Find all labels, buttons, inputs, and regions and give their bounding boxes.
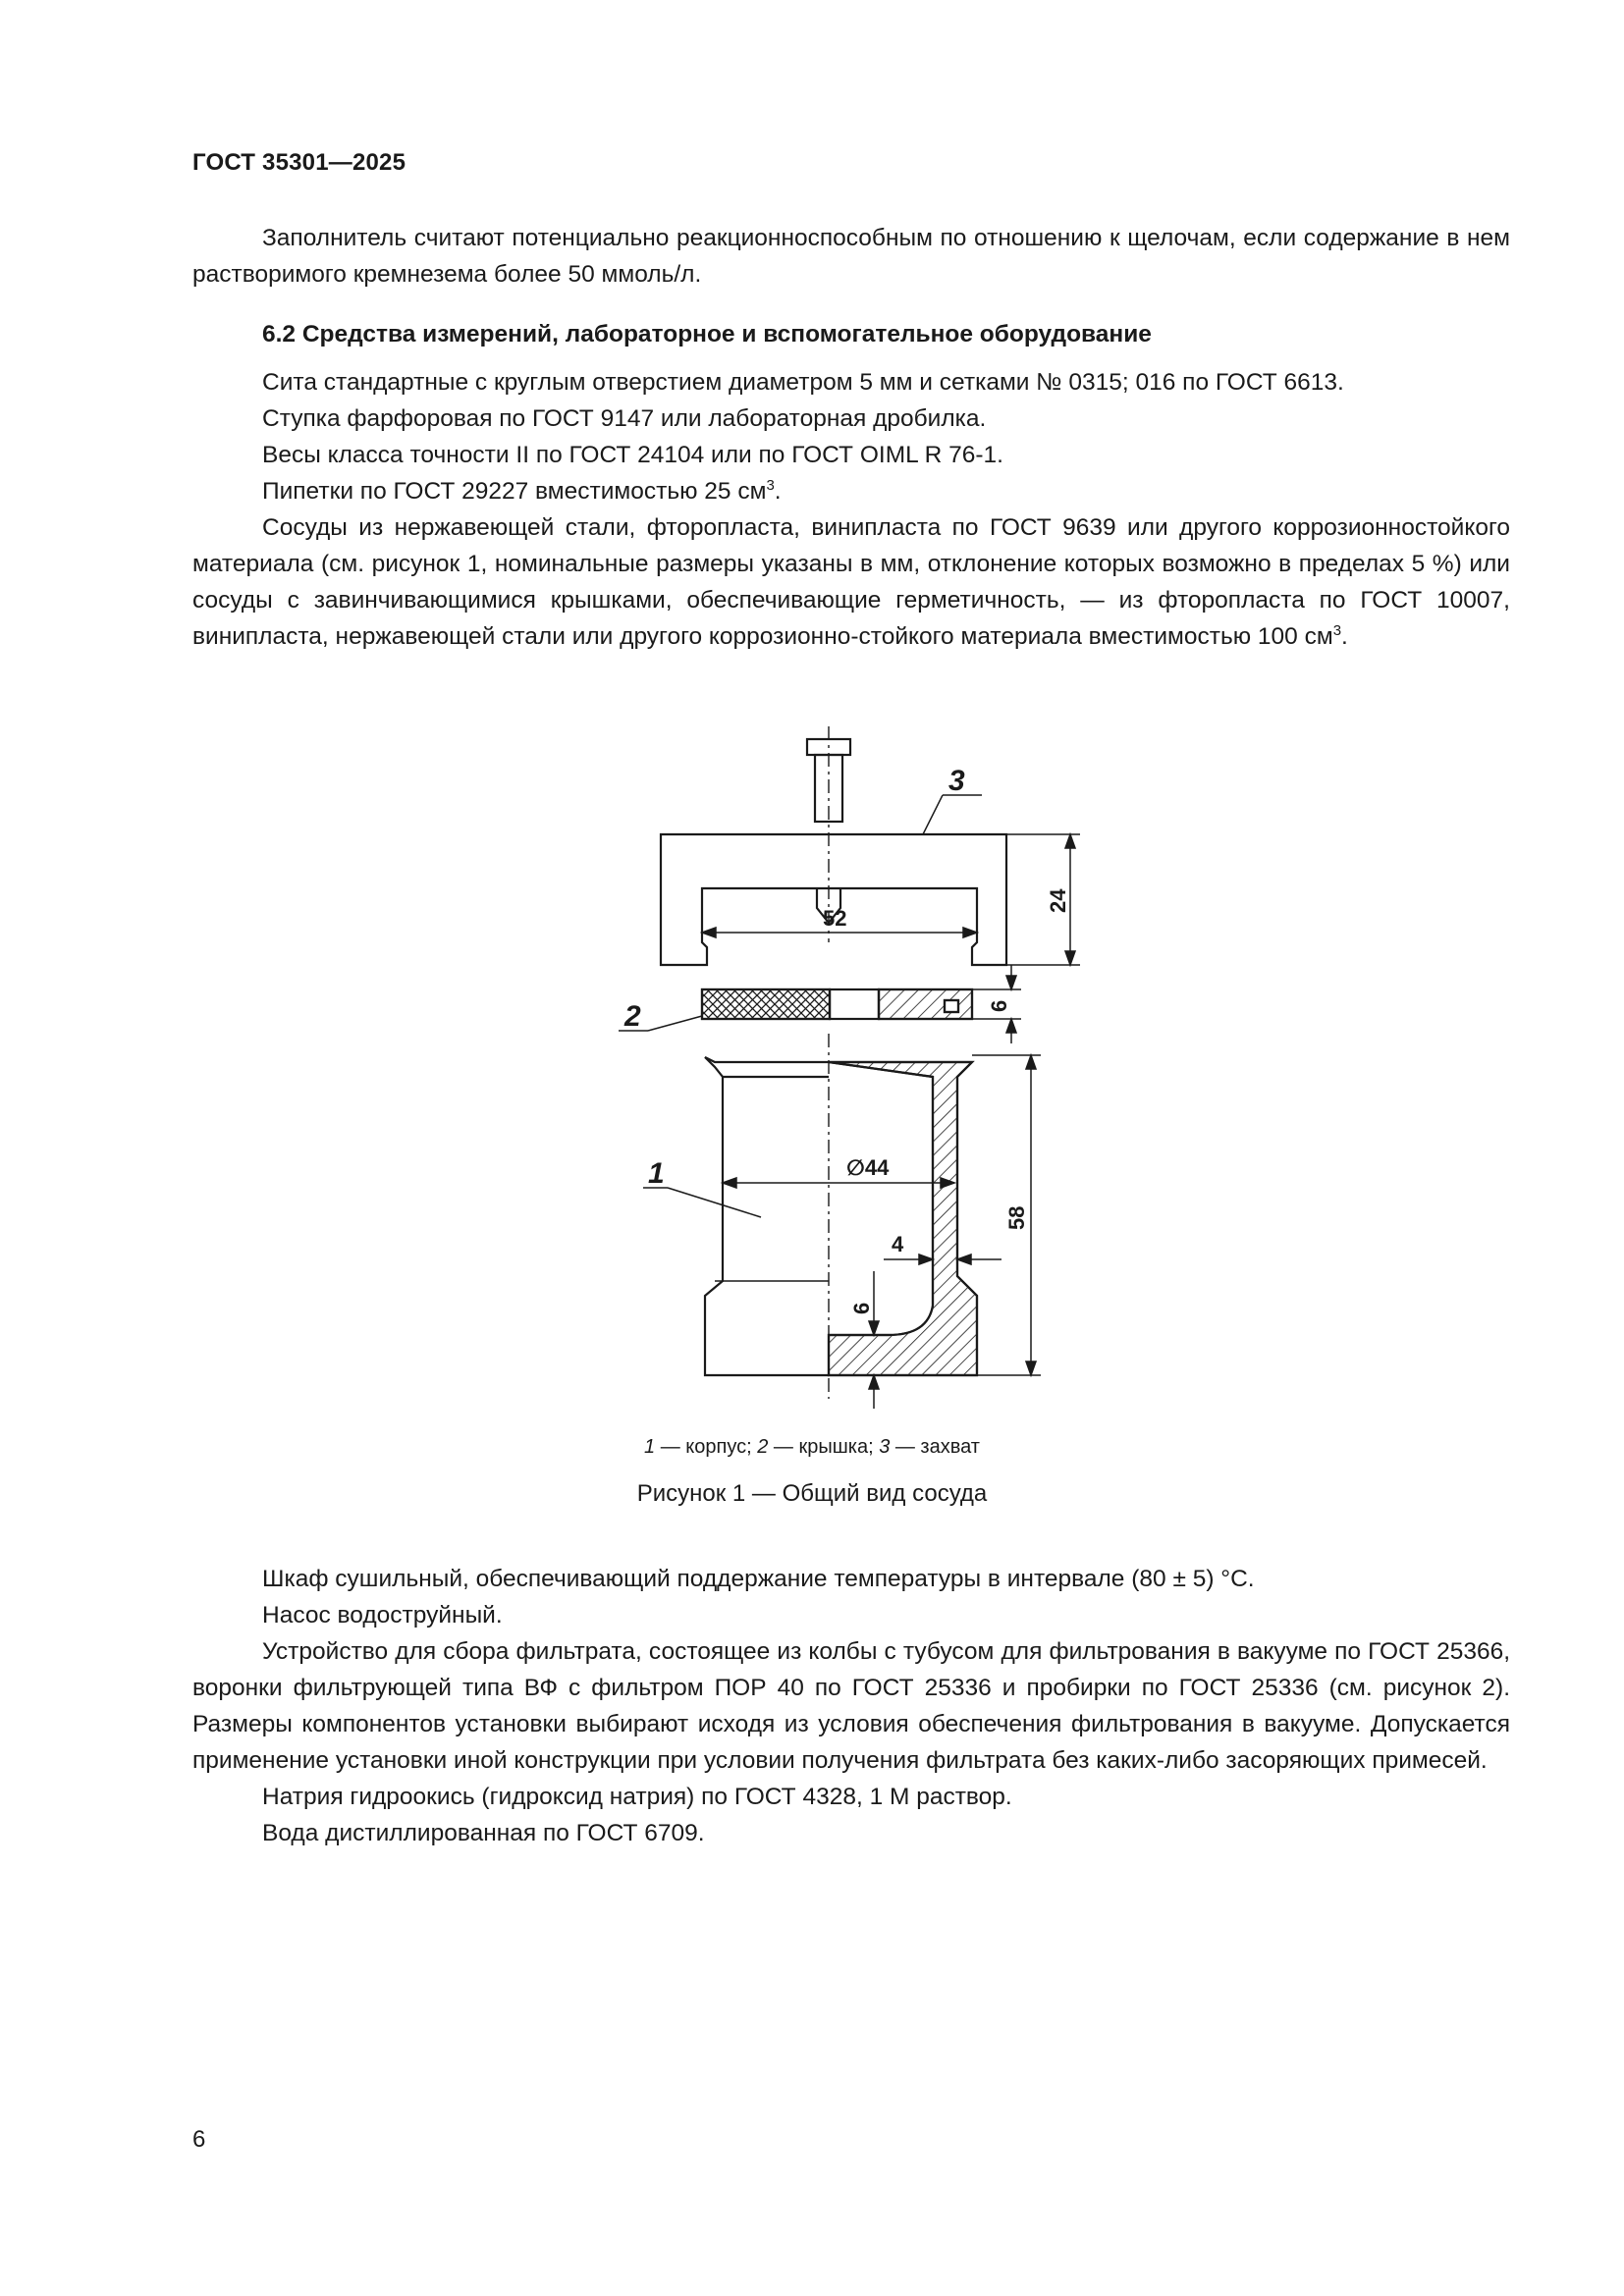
dim-52: 52 [823,906,847,931]
intro-paragraph: Заполнитель считают потенциально реакционноспособным по отношению к щелочам, если содержание в нем растворимого кремнезема более 50 ммоль/л. [192,225,1510,288]
item-filtrate-device: Устройство для сбора фильтрата, состоящее из колбы с тубусом для фильтрования в вакууме по ГОСТ 25366, воронки фильтрующей типа ВФ с фильтром ПОР 40 по ГОСТ 25336 и пробирки по ГОСТ 25336 (см. рисунок 2). Размеры компонентов установки выбирают исходя из условия обеспечения фильтрования в вакууме. Допускается применение установки иной конструкции при условии получения фильтрата без каких-либо засоряющих примесей. [192,1638,1510,1774]
dim-24: 24 [1046,888,1070,913]
label-part-1: 1 [648,1157,665,1190]
page-number: 6 [192,2126,206,2153]
dim-58: 58 [1004,1205,1029,1230]
item-sieves: Сита стандартные с круглым отверстием диаметром 5 мм и сетками № 0315; 016 по ГОСТ 6613. [262,369,1344,396]
section-title: 6.2 Средства измерений, лабораторное и вспомогательное оборудование [262,321,1152,347]
figure-legend: 1 — корпус; 2 — крышка; 3 — захват [644,1436,980,1458]
item-water-pump: Насос водоструйный. [262,1602,503,1629]
item-drying-cabinet: Шкаф сушильный, обеспечивающий поддержание температуры в интервале (80 ± 5) °С. [262,1566,1255,1592]
dim-6-bottom: 6 [849,1302,874,1314]
after-figure-block [192,1561,1510,1851]
item-mortar: Ступка фарфоровая по ГОСТ 9147 или лабораторная дробилка. [262,405,987,432]
dim-44: ∅44 [846,1155,890,1180]
dim-6-lid: 6 [987,999,1011,1012]
section-6-2 [192,316,1510,655]
figure-caption: Рисунок 1 — Общий вид сосуда [636,1480,988,1507]
label-part-3: 3 [948,765,965,797]
label-part-2: 2 [624,1000,641,1033]
item-distilled-water: Вода дистиллированная по ГОСТ 6709. [262,1820,705,1846]
vessel-drawing [589,721,1070,1409]
item-scales: Весы класса точности II по ГОСТ 24104 или по ГОСТ OIML R 76-1. [262,442,1003,468]
document-header: ГОСТ 35301—2025 [192,149,406,176]
item-pipettes: Пипетки по ГОСТ 29227 вместимостью 25 $см^3$. [262,476,782,505]
intro-block [192,220,1510,293]
item-sodium-hydroxide: Натрия гидроокись (гидроксид натрия) по ГОСТ 4328, 1 М раствор. [262,1784,1012,1810]
item-vessels: Сосуды из нержавеющей стали, фторопласта, винипласта по ГОСТ 9639 или другого коррозионностойкого материала (см. рисунок 1, номинальные размеры указаны в мм, отклонение которых возможно в пределах 5 %) или сосуды с завинчивающимися крышками, обеспечивающие герметичность, — из фторопласта по ГОСТ 10007, винипласта, нержавеющей стали или другого коррозионно-стойкого материала вместимостью 100 $см^3$. [192,514,1510,650]
dim-4: 4 [892,1232,904,1256]
